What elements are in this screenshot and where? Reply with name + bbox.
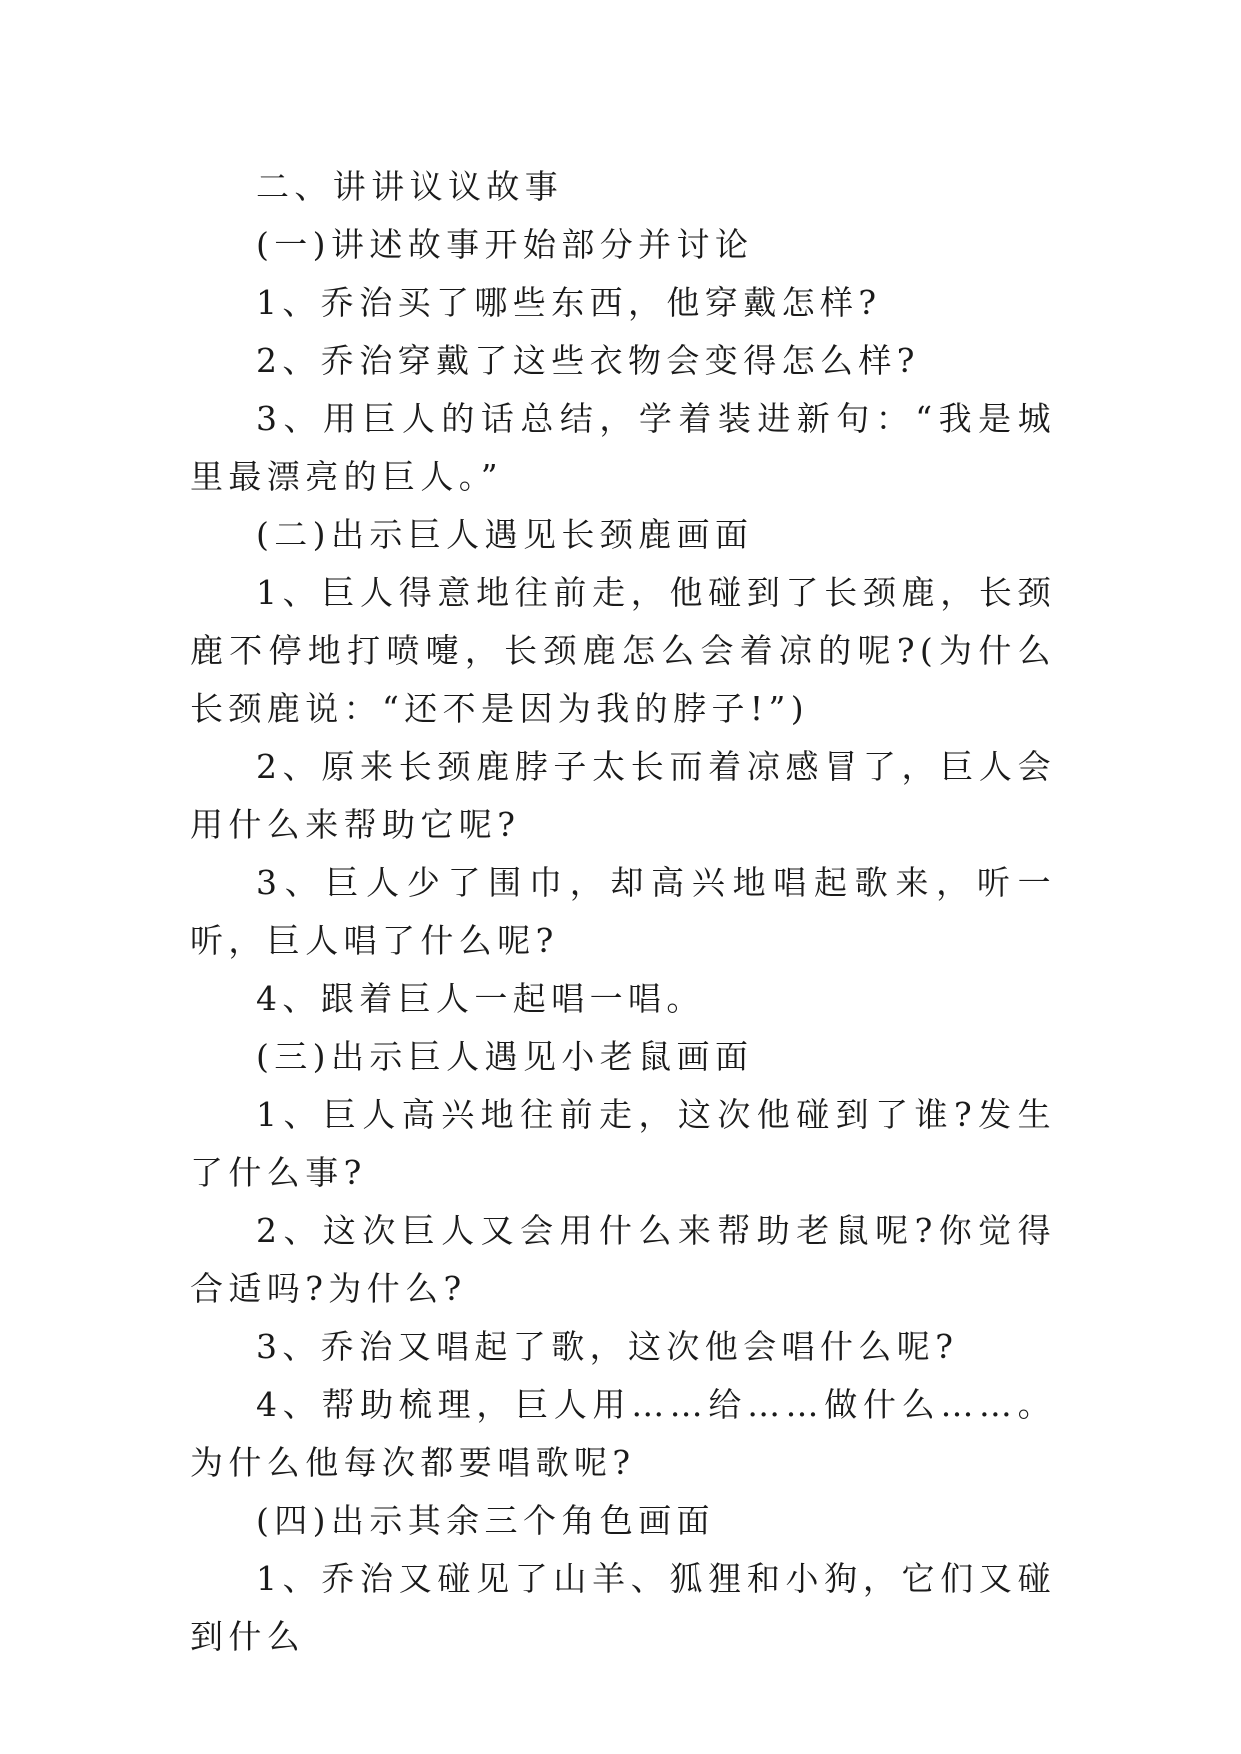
subsection-heading: (四)出示其余三个角色画面: [256, 1501, 715, 1540]
paragraph: 2、这次巨人又会用什么来帮助老鼠呢?你觉得合适吗?为什么?: [190, 1211, 1056, 1308]
paragraph: 1、乔治买了哪些东西，他穿戴怎样?: [256, 283, 882, 322]
paragraph: 3、乔治又唱起了歌，这次他会唱什么呢?: [256, 1327, 959, 1366]
section-heading: 二、讲讲议议故事: [256, 167, 564, 206]
paragraph: 2、原来长颈鹿脖子太长而着凉感冒了，巨人会用什么来帮助它呢?: [190, 747, 1056, 844]
paragraph: 1、乔治又碰见了山羊、狐狸和小狗，它们又碰到什么: [190, 1559, 1056, 1656]
paragraph: 4、跟着巨人一起唱一唱。: [256, 979, 705, 1018]
paragraph: 4、帮助梳理，巨人用……给……做什么……。为什么他每次都要唱歌呢?: [190, 1385, 1056, 1482]
paragraph: 3、用巨人的话总结，学着装进新句：“我是城里最漂亮的巨人。”: [190, 399, 1056, 496]
subsection-heading: (一)讲述故事开始部分并讨论: [256, 225, 754, 264]
paragraph: 2、乔治穿戴了这些衣物会变得怎么样?: [256, 341, 920, 380]
paragraph: 1、巨人得意地往前走，他碰到了长颈鹿，长颈鹿不停地打喷嚏，长颈鹿怎么会着凉的呢?(为什么长颈鹿说：“还不是因为我的脖子!”): [190, 573, 1056, 728]
document-body: [190, 158, 1056, 1666]
paragraph: 1、巨人高兴地往前走，这次他碰到了谁?发生了什么事?: [190, 1095, 1056, 1192]
subsection-heading: (二)出示巨人遇见长颈鹿画面: [256, 515, 754, 554]
subsection-heading: (三)出示巨人遇见小老鼠画面: [256, 1037, 754, 1076]
paragraph: 3、巨人少了围巾，却高兴地唱起歌来，听一听，巨人唱了什么呢?: [190, 863, 1056, 960]
